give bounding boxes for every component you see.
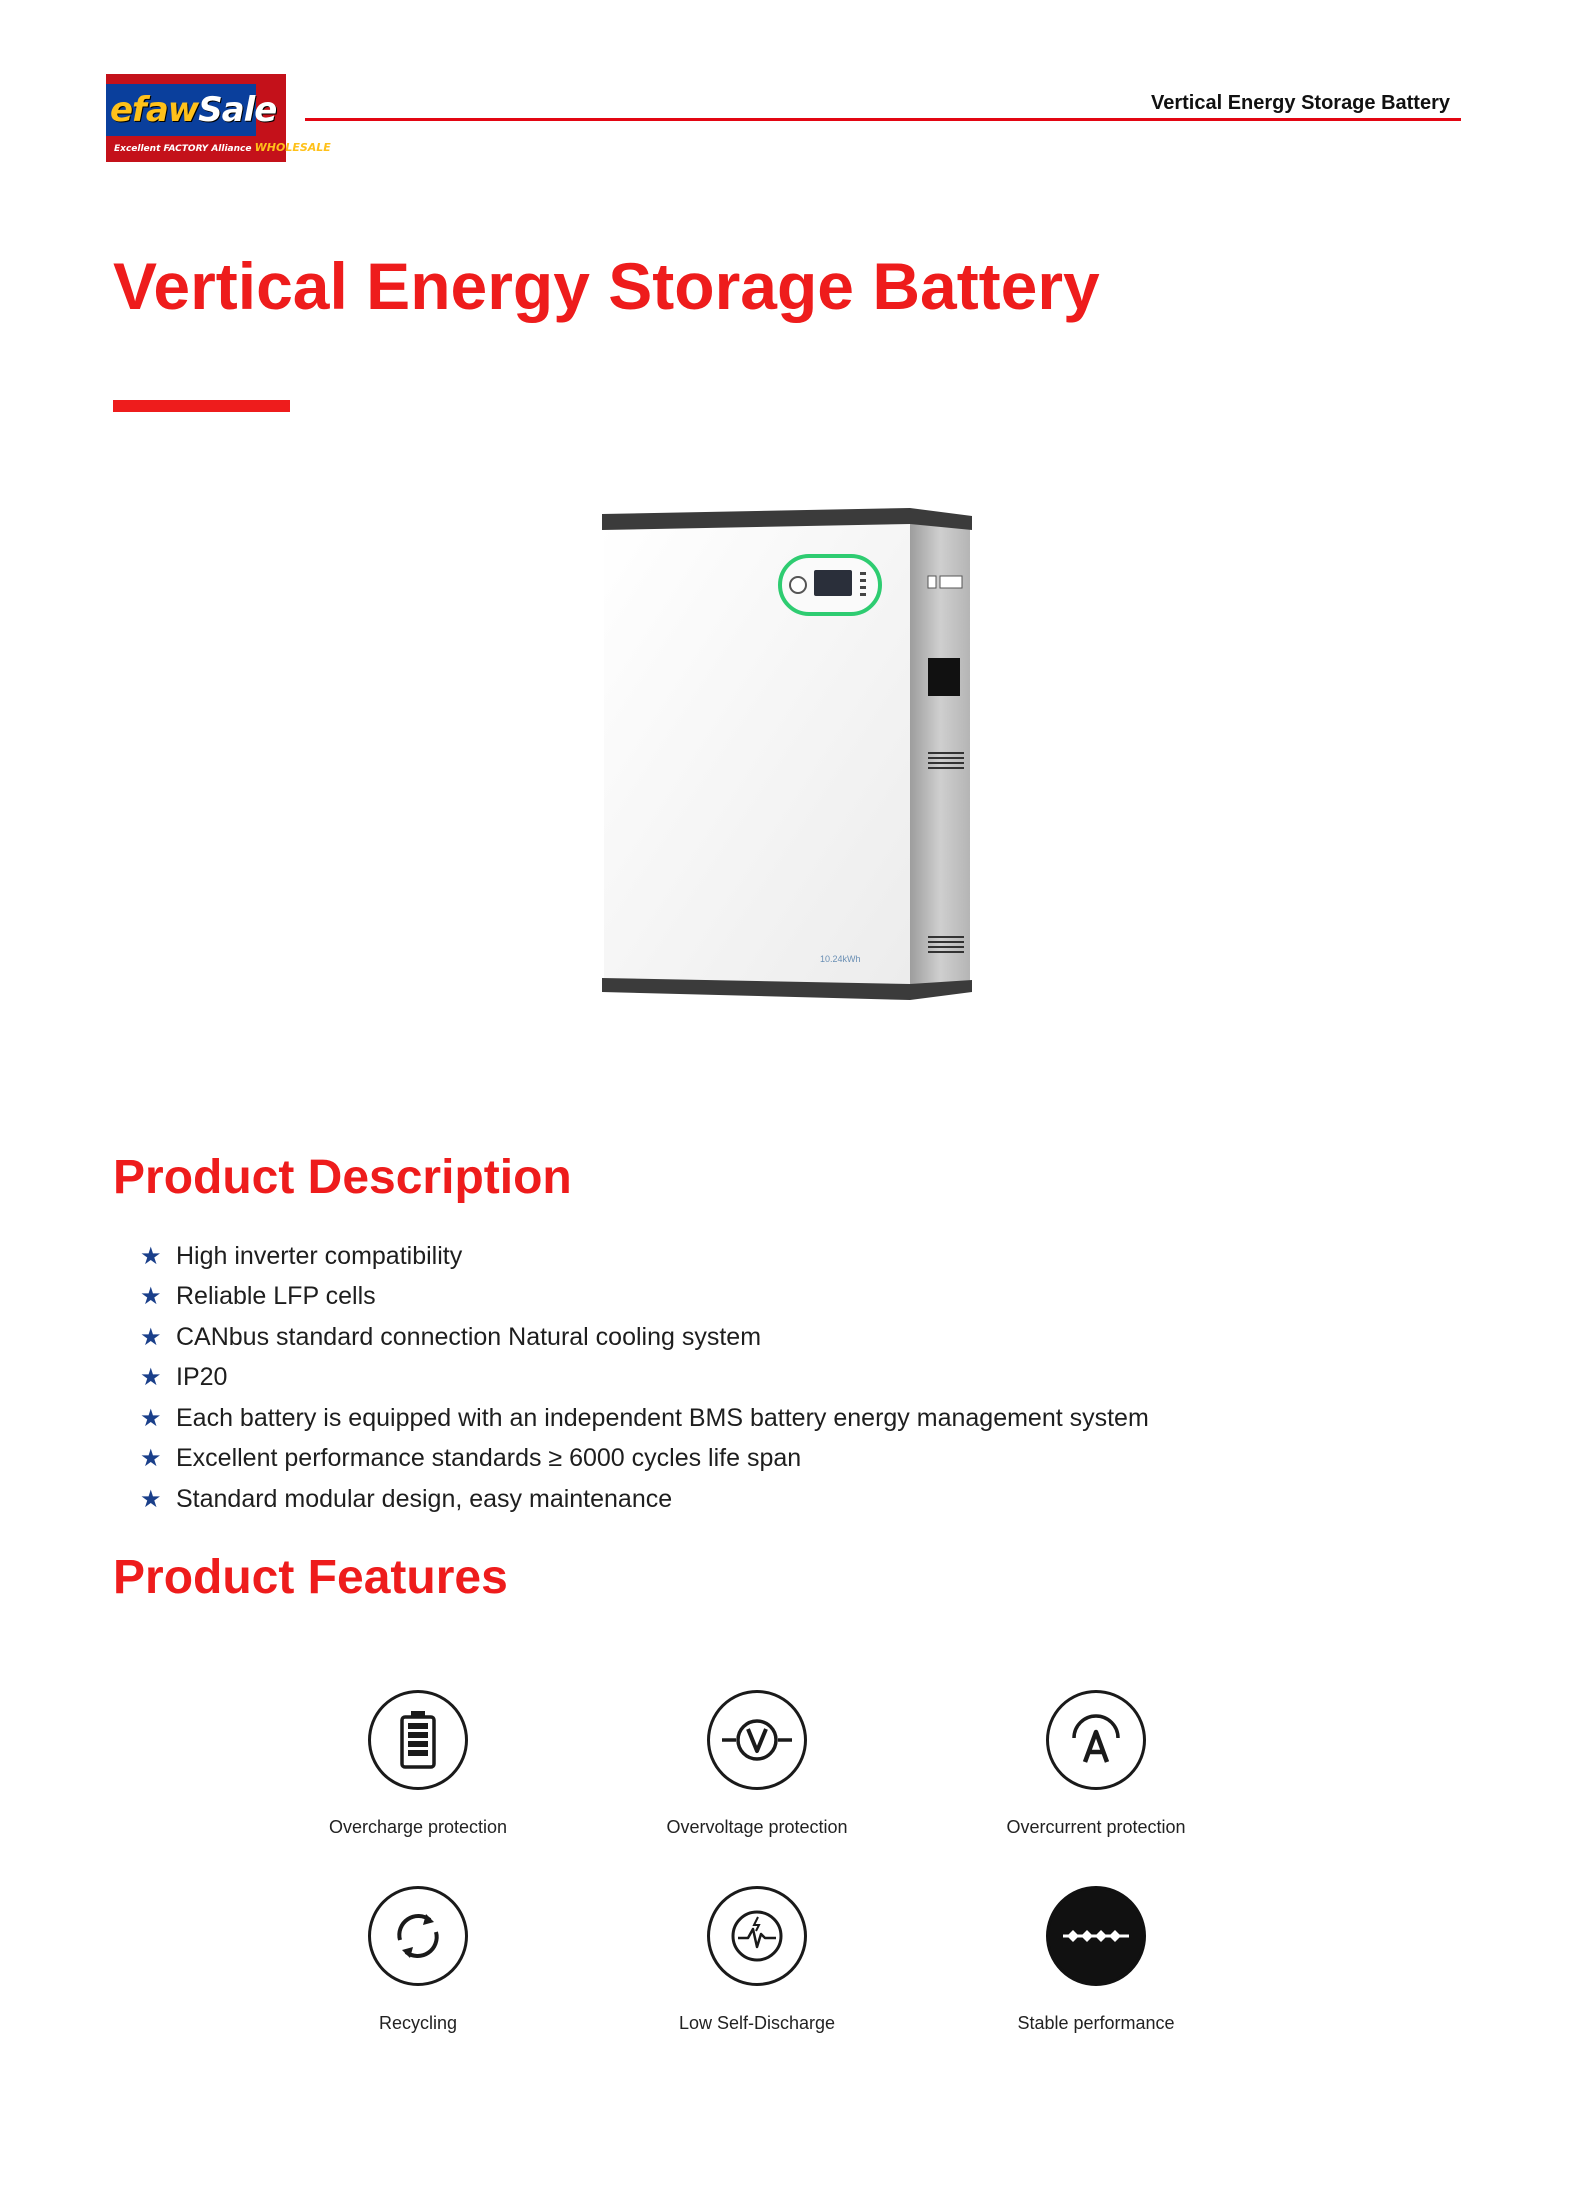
battery-capacity-label: 10.24kWh — [820, 954, 861, 964]
logo-tagline — [114, 141, 331, 154]
star-icon: ★ — [140, 1364, 162, 1392]
feature-overvoltage-protection — [617, 1690, 897, 1838]
star-icon: ★ — [140, 1445, 162, 1473]
title-underline — [113, 400, 290, 412]
star-icon: ★ — [140, 1242, 162, 1270]
feature-overcurrent-protection — [956, 1690, 1236, 1838]
list-item-text: High inverter compatibility — [176, 1241, 463, 1270]
logo-tagline-b: WHOLESALE — [254, 141, 331, 154]
logo-name-b: Sale — [198, 90, 277, 130]
product-description-heading: Product Description — [113, 1151, 572, 1204]
ampere-icon — [1046, 1690, 1146, 1790]
list-item-text: Standard modular design, easy maintenance — [176, 1484, 673, 1513]
list-item — [140, 1236, 1149, 1277]
pulse-icon — [707, 1886, 807, 1986]
recycle-icon — [368, 1886, 468, 1986]
brand-logo — [106, 74, 331, 162]
feature-label: Overcharge protection — [328, 1817, 508, 1837]
list-item-text: IP20 — [176, 1363, 228, 1392]
star-icon: ★ — [140, 1283, 162, 1311]
logo-wordmark — [110, 90, 276, 130]
feature-stable-performance — [956, 1886, 1236, 2034]
page-title: Vertical Energy Storage Battery — [113, 249, 1100, 323]
list-item-text: Excellent performance standards ≥ 6000 cycles life span — [176, 1444, 802, 1473]
feature-label: Overcurrent protection — [1006, 1817, 1186, 1837]
list-item-text: Reliable LFP cells — [176, 1282, 376, 1311]
feature-recycling — [278, 1886, 558, 2034]
list-item-text: Each battery is equipped with an independent BMS battery energy management system — [176, 1403, 1149, 1432]
product-description-list — [140, 1236, 1149, 1520]
list-item — [140, 1398, 1149, 1439]
feature-overcharge-protection — [278, 1690, 558, 1838]
feature-label: Overvoltage protection — [666, 1817, 848, 1837]
list-item-text: CANbus standard connection Natural cooling system — [176, 1322, 762, 1351]
list-item — [140, 1479, 1149, 1520]
logo-name-a: efaw — [110, 90, 199, 130]
voltage-icon — [707, 1690, 807, 1790]
feature-label: Low Self-Discharge — [678, 2013, 836, 2033]
list-item — [140, 1439, 1149, 1480]
feature-label: Stable performance — [1017, 2013, 1175, 2033]
list-item — [140, 1358, 1149, 1399]
product-features-heading: Product Features — [113, 1551, 508, 1604]
list-item — [140, 1277, 1149, 1318]
star-icon: ★ — [140, 1323, 162, 1351]
logo-tagline-a: Excellent FACTORY Alliance — [114, 144, 252, 154]
header-rule — [305, 118, 1461, 121]
feature-label: Recycling — [378, 2013, 458, 2033]
header-doc-title: Vertical Energy Storage Battery — [1150, 92, 1450, 114]
star-icon: ★ — [140, 1404, 162, 1432]
feature-low-self-discharge — [617, 1886, 897, 2034]
battery-icon — [368, 1690, 468, 1790]
battery-product-image — [598, 508, 974, 1000]
star-icon: ★ — [140, 1485, 162, 1513]
list-item — [140, 1317, 1149, 1358]
stability-icon — [1046, 1886, 1146, 1986]
